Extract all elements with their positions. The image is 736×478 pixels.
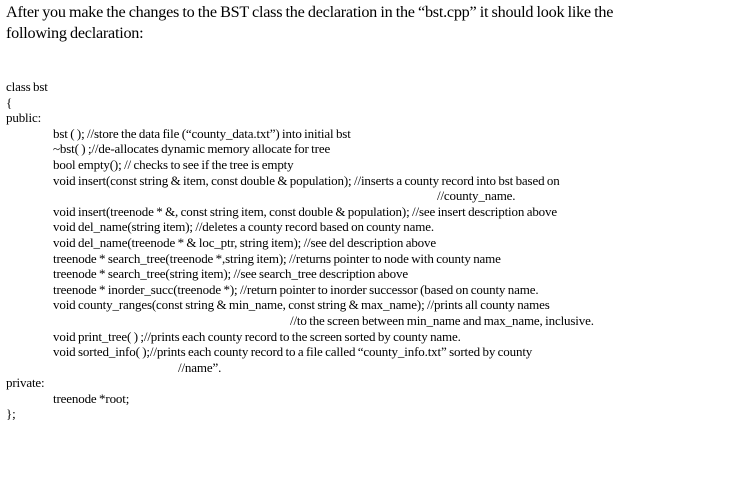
insert-comment-continuation: //county_name.	[437, 188, 516, 204]
inorder-succ-method-line: treenode * inorder_succ(treenode *); //return pointer to inorder successor (based on county name.	[53, 281, 539, 297]
private-label: private:	[6, 375, 45, 391]
constructor-line: bst ( ); //store the data file (“county_data.txt”) into initial bst	[53, 125, 351, 141]
county-ranges-method-line: void county_ranges(const string & min_name, const string & max_name); //prints all county names	[53, 297, 550, 313]
print-tree-method-line: void print_tree( ) ;//prints each county record to the screen sorted by county name.	[53, 328, 461, 344]
search-tree-overload-line: treenode * search_tree(string item); //see search_tree description above	[53, 266, 408, 282]
empty-method-line: bool empty(); // checks to see if the tree is empty	[53, 156, 294, 172]
class-declaration-code	[6, 79, 734, 422]
del-name-method-line: void del_name(string item); //deletes a county record based on county name.	[53, 219, 434, 235]
del-name-overload-line: void del_name(treenode * & loc_ptr, string item); //see del description above	[53, 234, 437, 250]
class-header: class bst	[6, 79, 48, 94]
insert-method-line: void insert(const string & item, const double & population); //inserts a county record into bst based on	[53, 172, 560, 188]
root-member-line: treenode *root;	[53, 390, 130, 406]
sorted-info-method-line: void sorted_info( );//prints each county record to a file called “county_info.txt” sorted by county	[53, 344, 533, 360]
public-label: public:	[6, 110, 42, 126]
insert-overload-line: void insert(treenode * &, const string item, const double & population); //see insert description above	[53, 203, 557, 219]
destructor-line: ~bst( ) ;//de-allocates dynamic memory allocate for tree	[53, 141, 331, 157]
instructions-paragraph	[6, 2, 732, 44]
search-tree-method-line: treenode * search_tree(treenode *,string item); //returns pointer to node with county name	[53, 250, 501, 266]
sorted-info-comment-continuation: //name”.	[178, 359, 222, 375]
county-ranges-comment-continuation: //to the screen between min_name and max_name, inclusive.	[290, 312, 594, 328]
instructions-line-1: After you make the changes to the BST class the declaration in the “bst.cpp” it should look like the	[6, 3, 614, 21]
close-brace: };	[6, 406, 16, 422]
open-brace: {	[6, 94, 13, 110]
instructions-line-2: following declaration:	[6, 24, 144, 42]
